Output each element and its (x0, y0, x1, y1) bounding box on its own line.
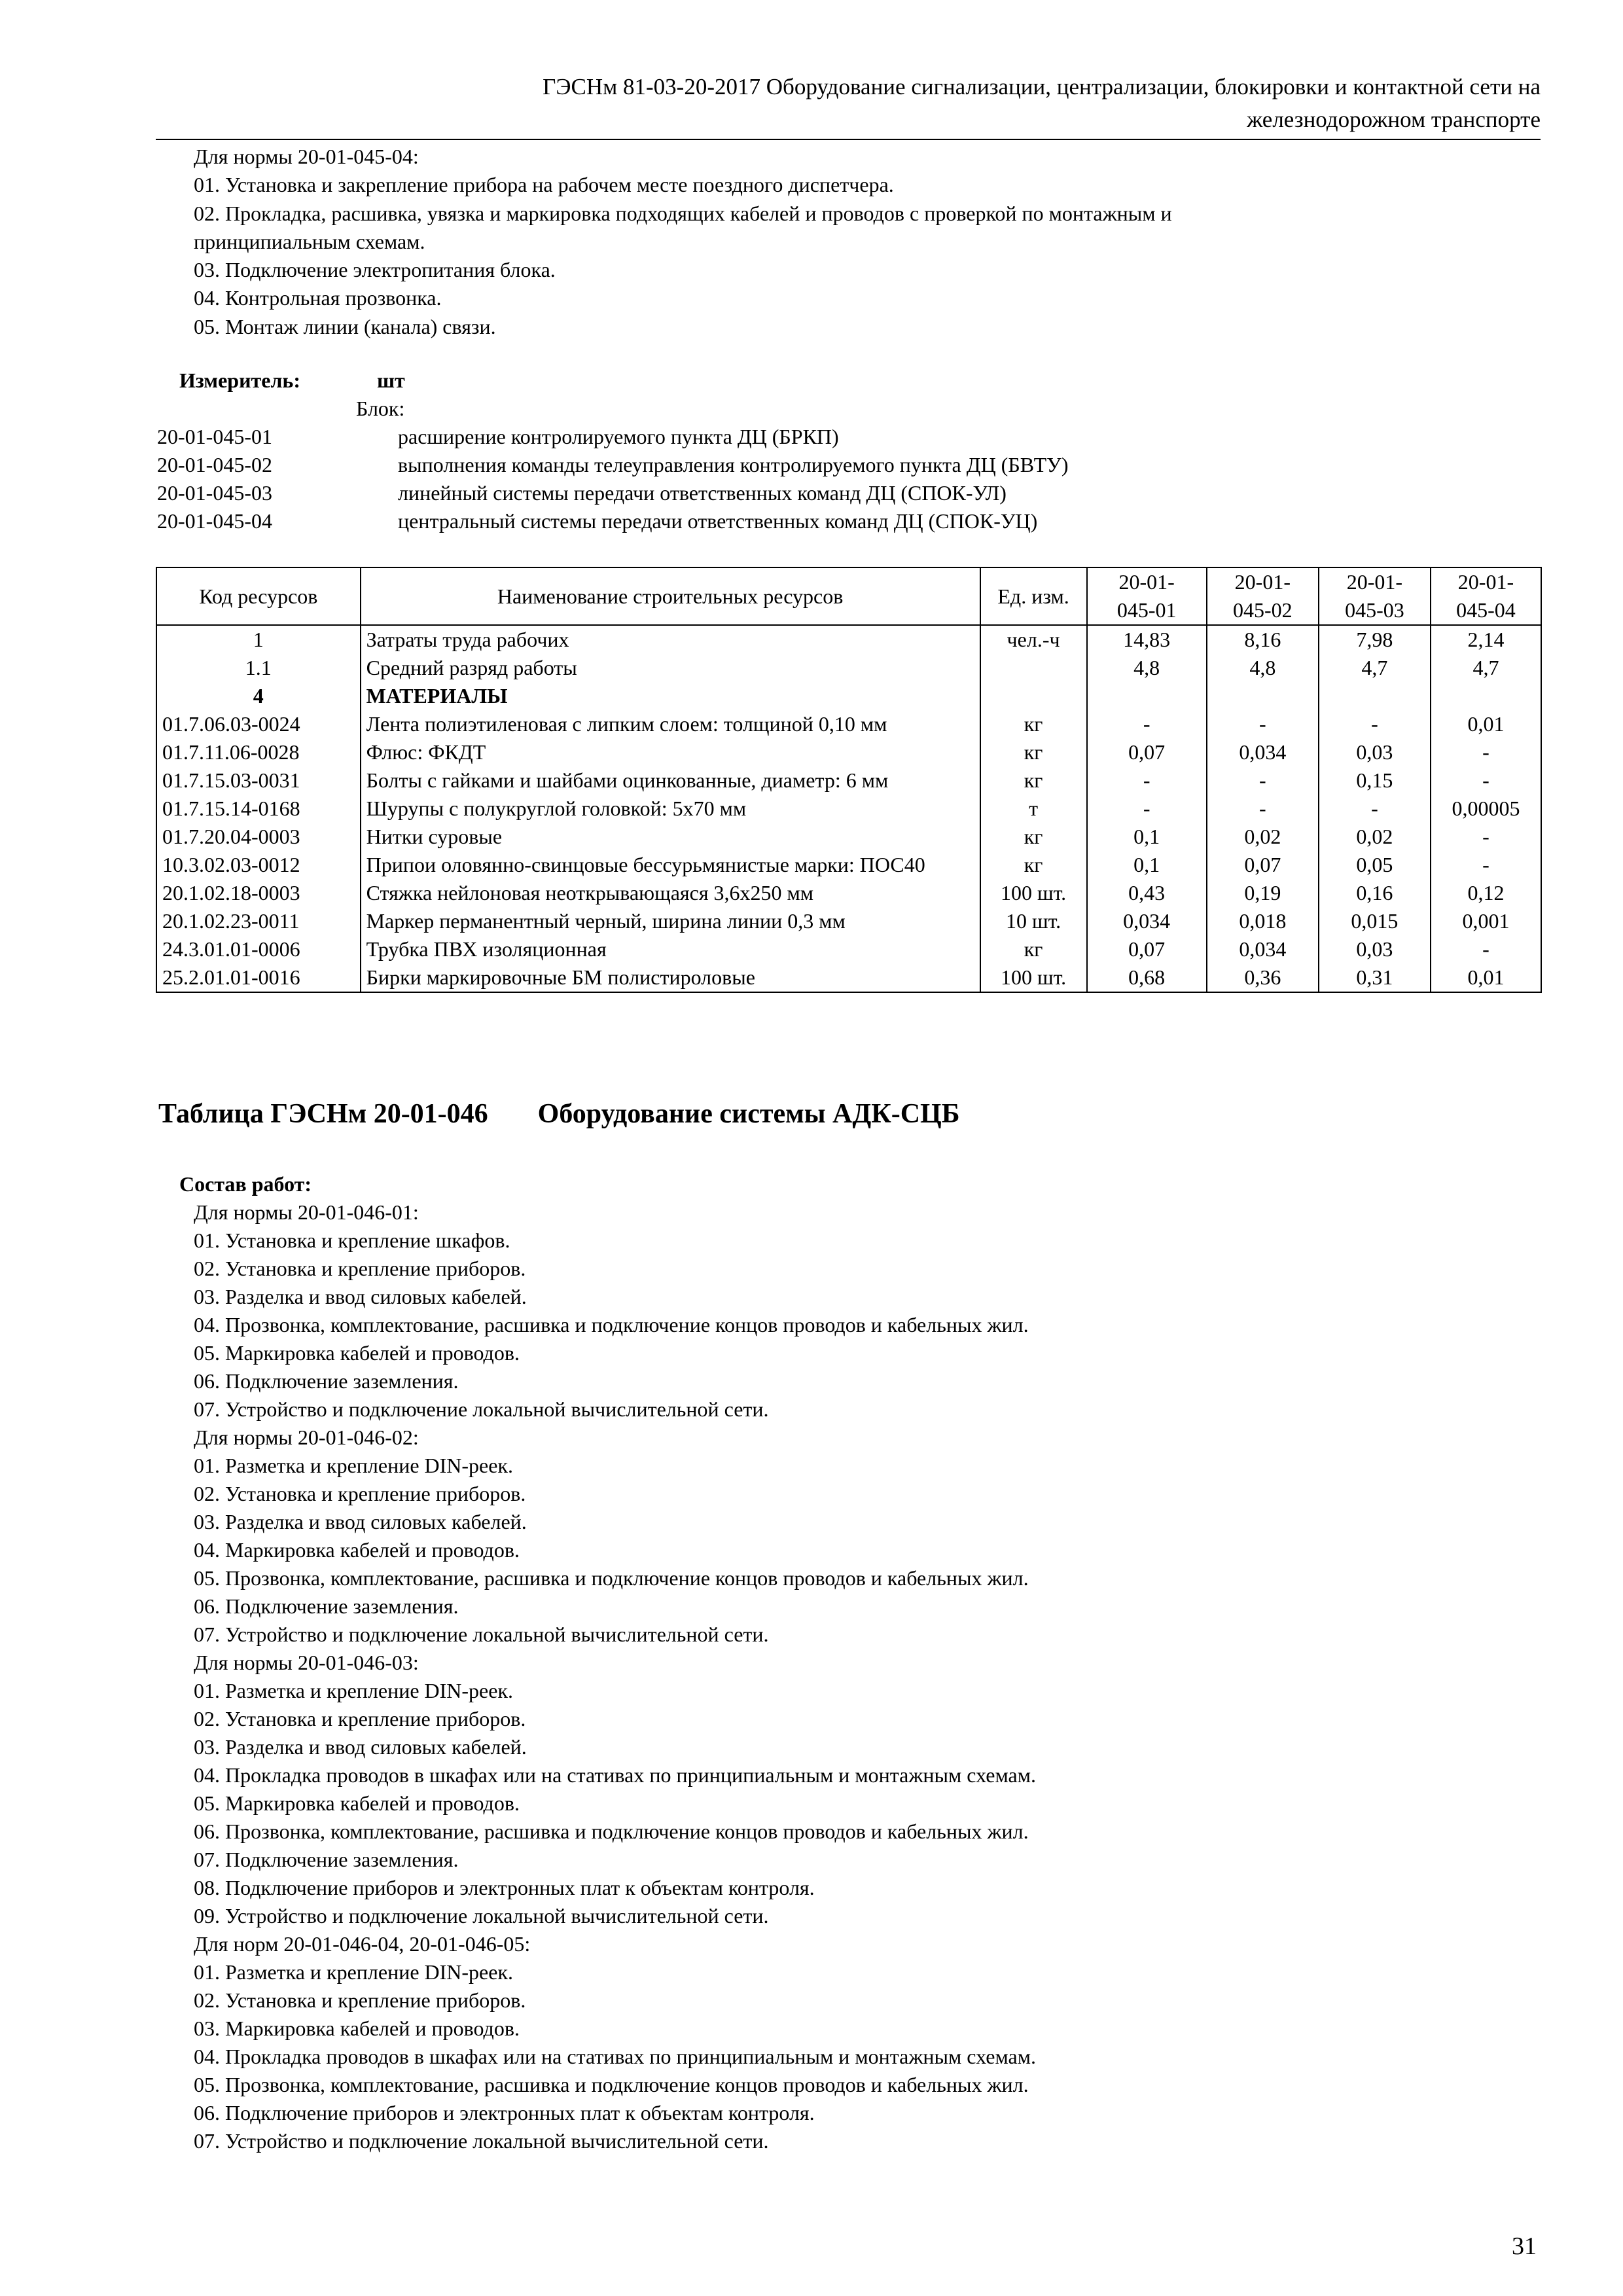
table-row (156, 738, 1541, 766)
cell-unit: т (980, 795, 1087, 823)
composition-line: 06. Подключение приборов и электронных плат к объектам контроля. (194, 2101, 815, 2125)
cell-resource-code: 1.1 (156, 654, 361, 682)
norm-description: выполнения команды телеуправления контролируемого пункта ДЦ (БВТУ) (398, 453, 1069, 476)
cell-norm-value: 0,02 (1207, 823, 1319, 851)
header-norm-line: 045-03 (1345, 598, 1404, 622)
measure-unit: шт (377, 368, 405, 392)
cell-resource-code: 10.3.02.03-0012 (156, 851, 361, 879)
composition-line: 04. Маркировка кабелей и проводов. (194, 1538, 520, 1562)
composition-line: 05. Маркировка кабелей и проводов. (194, 1791, 520, 1815)
measure-label: Измеритель: (179, 368, 300, 392)
cell-norm-value: 0,68 (1087, 963, 1207, 992)
table-body (156, 625, 1541, 992)
cell-norm-value: 0,018 (1207, 907, 1319, 935)
header-norm-line: 20-01- (1346, 570, 1403, 594)
cell-norm-value: 0,05 (1319, 851, 1431, 879)
composition-line: Для нормы 20-01-046-02: (194, 1426, 419, 1449)
composition-line: 03. Разделка и ввод силовых кабелей. (194, 1285, 527, 1308)
cell-norm-value: 0,03 (1319, 935, 1431, 963)
cell-norm-value: 0,16 (1319, 879, 1431, 907)
composition-line: 05. Прозвонка, комплектование, расшивка и подключение концов проводов и кабельных жил. (194, 2073, 1029, 2096)
cell-norm-value: - (1431, 823, 1541, 851)
cell-norm-value (1431, 682, 1541, 710)
intro-line: 01. Установка и закрепление прибора на рабочем месте поездного диспетчера. (194, 173, 894, 197)
cell-resource-code: 01.7.20.04-0003 (156, 823, 361, 851)
cell-norm-value: 0,07 (1207, 851, 1319, 879)
header-resource-code: Код ресурсов (156, 567, 361, 625)
cell-resource-name: Трубка ПВХ изоляционная (361, 935, 980, 963)
cell-resource-code: 01.7.11.06-0028 (156, 738, 361, 766)
composition-line: 04. Прозвонка, комплектование, расшивка и подключение концов проводов и кабельных жил. (194, 1313, 1029, 1336)
composition-line: 05. Прозвонка, комплектование, расшивка и подключение концов проводов и кабельных жил. (194, 1566, 1029, 1590)
cell-norm-value: 0,01 (1431, 710, 1541, 738)
norm-description: линейный системы передачи ответственных команд ДЦ (СПОК-УЛ) (398, 481, 1007, 505)
intro-line: 05. Монтаж линии (канала) связи. (194, 314, 496, 338)
table-row (156, 935, 1541, 963)
composition-line: 06. Подключение заземления. (194, 1594, 459, 1618)
intro-work-list (194, 143, 1172, 341)
cell-resource-code: 25.2.01.01-0016 (156, 963, 361, 992)
composition-line: 04. Прокладка проводов в шкафах или на стативах по принципиальным и монтажным схемам. (194, 1763, 1036, 1787)
table-row (156, 851, 1541, 879)
cell-norm-value: - (1319, 710, 1431, 738)
header-resource-name: Наименование строительных ресурсов (361, 567, 980, 625)
cell-norm-value (1319, 682, 1431, 710)
cell-resource-name: Затраты труда рабочих (361, 625, 980, 654)
composition-line: Для нормы 20-01-046-01: (194, 1200, 419, 1224)
cell-norm-value: 0,034 (1207, 738, 1319, 766)
intro-line: 04. Контрольная прозвонка. (194, 286, 442, 310)
cell-norm-value: 0,15 (1319, 766, 1431, 795)
cell-norm-value: - (1087, 710, 1207, 738)
cell-norm-value: 0,001 (1431, 907, 1541, 935)
cell-unit: 100 шт. (980, 963, 1087, 992)
cell-resource-code: 01.7.15.03-0031 (156, 766, 361, 795)
cell-resource-name: Болты с гайками и шайбами оцинкованные, диаметр: 6 мм (361, 766, 980, 795)
composition-line: 04. Прокладка проводов в шкафах или на стативах по принципиальным и монтажным схемам. (194, 2045, 1036, 2068)
cell-resource-code: 01.7.15.14-0168 (156, 795, 361, 823)
cell-norm-value: - (1319, 795, 1431, 823)
table-row (156, 625, 1541, 654)
composition-line: 07. Устройство и подключение локальной вычислительной сети. (194, 2129, 769, 2153)
cell-norm-value: 14,83 (1087, 625, 1207, 654)
header-unit: Ед. изм. (980, 567, 1087, 625)
cell-norm-value: 0,034 (1087, 907, 1207, 935)
composition-line: 06. Прозвонка, комплектование, расшивка и подключение концов проводов и кабельных жил. (194, 1820, 1029, 1843)
cell-norm-value: 0,02 (1319, 823, 1431, 851)
cell-norm-value: - (1207, 795, 1319, 823)
cell-norm-value: 0,07 (1087, 738, 1207, 766)
cell-norm-value: 0,00005 (1431, 795, 1541, 823)
composition-line: 01. Разметка и крепление DIN-реек. (194, 1960, 513, 1984)
cell-resource-name: Припои оловянно-свинцовые бессурьмянистые марки: ПОС40 (361, 851, 980, 879)
cell-norm-value: 0,034 (1207, 935, 1319, 963)
resources-table (156, 567, 1542, 993)
composition-line: 07. Подключение заземления. (194, 1848, 459, 1871)
cell-norm-value: 0,19 (1207, 879, 1319, 907)
composition-line: 07. Устройство и подключение локальной вычислительной сети. (194, 1623, 769, 1646)
cell-unit (980, 682, 1087, 710)
cell-norm-value: - (1431, 738, 1541, 766)
composition-line: 08. Подключение приборов и электронных плат к объектам контроля. (194, 1876, 815, 1899)
norm-code: 20-01-045-01 (157, 425, 272, 448)
header-norm-line: 045-01 (1116, 598, 1177, 622)
header-norm-column (1207, 567, 1319, 625)
cell-norm-value: - (1207, 710, 1319, 738)
header-norm-column (1319, 567, 1431, 625)
cell-resource-name: Флюс: ФКДТ (361, 738, 980, 766)
table-row (156, 682, 1541, 710)
cell-unit: 10 шт. (980, 907, 1087, 935)
norm-description: расширение контролируемого пункта ДЦ (БРКП) (398, 425, 839, 448)
header-norm-line: 20-01- (1118, 570, 1175, 594)
cell-norm-value: - (1431, 766, 1541, 795)
cell-norm-value: 2,14 (1431, 625, 1541, 654)
table-row (156, 710, 1541, 738)
cell-resource-code: 1 (156, 625, 361, 654)
cell-norm-value: 0,1 (1087, 823, 1207, 851)
header-divider (156, 139, 1541, 140)
table-number: Таблица ГЭСНм 20-01-046 (158, 1099, 488, 1129)
cell-norm-value: 0,36 (1207, 963, 1319, 992)
cell-resource-code: 4 (156, 682, 361, 710)
cell-unit: кг (980, 738, 1087, 766)
cell-norm-value: - (1087, 795, 1207, 823)
cell-unit: кг (980, 823, 1087, 851)
table-header-row (156, 567, 1541, 625)
cell-norm-value: 0,01 (1431, 963, 1541, 992)
composition-line: 01. Разметка и крепление DIN-реек. (194, 1454, 513, 1477)
norm-code: 20-01-045-02 (157, 453, 272, 476)
norm-code: 20-01-045-04 (157, 509, 272, 533)
page-number: 31 (1512, 2233, 1537, 2260)
cell-resource-code: 20.1.02.18-0003 (156, 879, 361, 907)
cell-unit: 100 шт. (980, 879, 1087, 907)
table-title (158, 1098, 959, 1130)
cell-resource-name: Шурупы с полукруглой головкой: 5х70 мм (361, 795, 980, 823)
cell-norm-value: 4,8 (1087, 654, 1207, 682)
composition-line: 03. Разделка и ввод силовых кабелей. (194, 1735, 527, 1759)
composition-line: 02. Установка и крепление приборов. (194, 1257, 526, 1280)
intro-line: 02. Прокладка, расшивка, увязка и маркировка подходящих кабелей и проводов с проверкой по монтажным и (194, 201, 1172, 225)
cell-resource-name: Бирки маркировочные БМ полистироловые (361, 963, 980, 992)
table-row (156, 654, 1541, 682)
table-row (156, 907, 1541, 935)
table-name: Оборудование системы АДК-СЦБ (537, 1099, 960, 1129)
cell-norm-value: - (1087, 766, 1207, 795)
cell-resource-name: Нитки суровые (361, 823, 980, 851)
composition-line: 06. Подключение заземления. (194, 1369, 459, 1393)
intro-line: 03. Подключение электропитания блока. (194, 258, 556, 282)
table-row (156, 795, 1541, 823)
cell-resource-name: Лента полиэтиленовая с липким слоем: толщиной 0,10 мм (361, 710, 980, 738)
header-norm-column (1431, 567, 1541, 625)
cell-norm-value: 4,7 (1319, 654, 1431, 682)
cell-unit: кг (980, 935, 1087, 963)
cell-unit: кг (980, 851, 1087, 879)
cell-resource-code: 24.3.01.01-0006 (156, 935, 361, 963)
header-norm-line: 20-01- (1234, 570, 1291, 594)
composition-line: 01. Установка и крепление шкафов. (194, 1229, 510, 1252)
composition-line: 02. Установка и крепление приборов. (194, 1988, 526, 2012)
header-line-2: железнодорожном транспорте (1247, 107, 1541, 132)
cell-unit: чел.-ч (980, 625, 1087, 654)
composition-line: 07. Устройство и подключение локальной вычислительной сети. (194, 1397, 769, 1421)
composition-line: 01. Разметка и крепление DIN-реек. (194, 1679, 513, 1702)
composition-line: 02. Установка и крепление приборов. (194, 1482, 526, 1505)
table-row (156, 879, 1541, 907)
composition-line: 09. Устройство и подключение локальной вычислительной сети. (194, 1904, 769, 1928)
intro-line: принципиальным схемам. (194, 229, 425, 253)
cell-resource-name: МАТЕРИАЛЫ (361, 682, 980, 710)
table-row (156, 823, 1541, 851)
cell-norm-value: 0,31 (1319, 963, 1431, 992)
cell-norm-value (1207, 682, 1319, 710)
cell-norm-value: - (1431, 935, 1541, 963)
norm-description: центральный системы передачи ответственных команд ДЦ (СПОК-УЦ) (398, 509, 1038, 533)
running-header (262, 71, 1541, 136)
cell-norm-value: 0,43 (1087, 879, 1207, 907)
cell-norm-value: 0,03 (1319, 738, 1431, 766)
cell-resource-code: 20.1.02.23-0011 (156, 907, 361, 935)
cell-norm-value: 0,07 (1087, 935, 1207, 963)
header-norm-line: 20-01- (1457, 570, 1514, 594)
norm-code: 20-01-045-03 (157, 481, 272, 505)
header-line-1: ГЭСНм 81-03-20-2017 Оборудование сигнализации, централизации, блокировки и контактной сети на (543, 74, 1541, 99)
cell-resource-name: Маркер перманентный черный, ширина линии 0,3 мм (361, 907, 980, 935)
cell-unit (980, 654, 1087, 682)
cell-norm-value: - (1207, 766, 1319, 795)
cell-unit: кг (980, 766, 1087, 795)
composition-line: 03. Разделка и ввод силовых кабелей. (194, 1510, 527, 1534)
composition-heading: Состав работ: (179, 1172, 312, 1196)
cell-unit: кг (980, 710, 1087, 738)
cell-resource-name: Средний разряд работы (361, 654, 980, 682)
header-norm-line: 045-04 (1456, 598, 1516, 622)
table-row (156, 766, 1541, 795)
composition-line: Для нормы 20-01-046-03: (194, 1651, 419, 1674)
cell-norm-value: - (1431, 851, 1541, 879)
composition-line: 03. Маркировка кабелей и проводов. (194, 2017, 520, 2040)
cell-norm-value: 0,015 (1319, 907, 1431, 935)
measure-block-label: Блок: (356, 397, 405, 420)
cell-resource-name: Стяжка нейлоновая неоткрывающаяся 3,6х250 мм (361, 879, 980, 907)
composition-line: 02. Установка и крепление приборов. (194, 1707, 526, 1731)
cell-norm-value: 4,8 (1207, 654, 1319, 682)
composition-line: Для норм 20-01-046-04, 20-01-046-05: (194, 1932, 531, 1956)
work-composition (179, 1170, 1036, 2155)
header-norm-column (1087, 567, 1207, 625)
cell-norm-value: 7,98 (1319, 625, 1431, 654)
cell-norm-value: 4,7 (1431, 654, 1541, 682)
cell-resource-code: 01.7.06.03-0024 (156, 710, 361, 738)
cell-norm-value: 0,1 (1087, 851, 1207, 879)
table-row (156, 963, 1541, 992)
intro-line: Для нормы 20-01-045-04: (194, 145, 419, 168)
cell-norm-value: 8,16 (1207, 625, 1319, 654)
header-norm-line: 045-02 (1233, 598, 1293, 622)
cell-norm-value (1087, 682, 1207, 710)
cell-norm-value: 0,12 (1431, 879, 1541, 907)
composition-line: 05. Маркировка кабелей и проводов. (194, 1341, 520, 1365)
